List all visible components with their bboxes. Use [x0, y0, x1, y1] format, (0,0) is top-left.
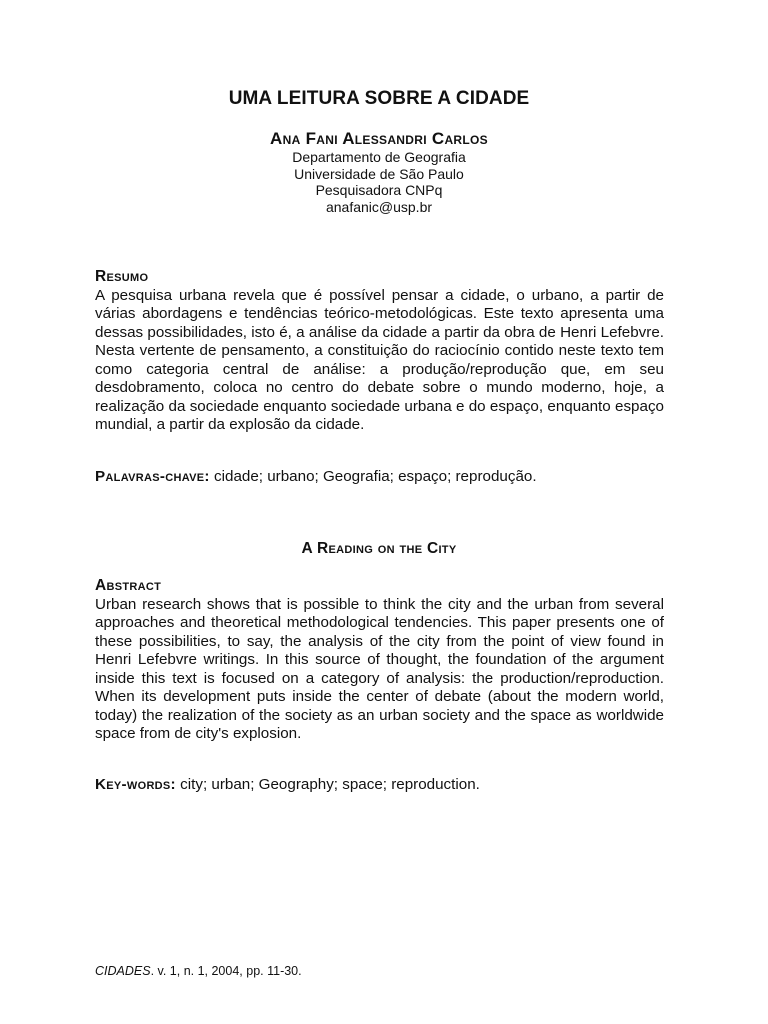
abstract-section [95, 577, 664, 744]
affiliation-university: Universidade de São Paulo [294, 165, 464, 182]
affiliation-role: Pesquisadora CNPq [315, 182, 443, 198]
abstract-heading: Abstract [95, 577, 162, 594]
palavras-chave-text: cidade; urbano; Geografia; espaço; reprodução. [214, 468, 537, 485]
author-affiliation [0, 149, 758, 215]
palavras-chave-section [95, 468, 664, 487]
citation-footer [95, 964, 302, 978]
key-words-section [95, 776, 664, 795]
author-email: anafanic@usp.br [325, 198, 433, 215]
resumo-text: A pesquisa urbana revela que é possível pensar a cidade, o urbano, a partir de várias abordagens e tendências teórico-metodológicas. Este texto apresenta uma dessas possibilidades, isto é, a análise da cidade a partir da obra de Henri Lefebvre. Nesta vertente de pensamento, a constituição do raciocínio contido neste texto tem como categoria central de análise: a produção/reprodução que, em seu desdobramento, coloca no centro do debate sobre o mundo moderno, hoje, a realização da sociedade enquanto sociedade urbana e do espaço, enquanto espaço mundial, a partir da explosão da cidade. [95, 286, 664, 433]
journal-name: CIDADES [95, 964, 151, 978]
paper-title: UMA LEITURA SOBRE A CIDADE [228, 88, 530, 109]
key-words-label: Key-words: [95, 776, 176, 793]
author-name: Ana Fani Alessandri Carlos [270, 129, 488, 148]
english-title: A Reading on the City [301, 540, 457, 557]
key-words-text: city; urban; Geography; space; reproduction. [180, 776, 480, 793]
citation-details: . v. 1, n. 1, 2004, pp. 11-30. [150, 964, 302, 978]
resumo-section [95, 268, 664, 435]
affiliation-department: Departamento de Geografia [292, 149, 466, 165]
resumo-heading: Resumo [95, 268, 149, 285]
abstract-text: Urban research shows that is possible to think the city and the urban from several approaches and theoretical methodological tendencies. This paper presents one of these possibilities, to say, the analysis of the city from the point of view found in Henri Lefebvre writings. In this source of thought, the foundation of the argument inside this text is focused on a category of analysis: the production/reproduction. When its development puts inside the center of debate (about the modern world, today) the realization of the society as an urban society and the space as worldwide space from de city's explosion. [95, 595, 664, 742]
palavras-chave-label: Palavras-chave: [95, 468, 210, 485]
